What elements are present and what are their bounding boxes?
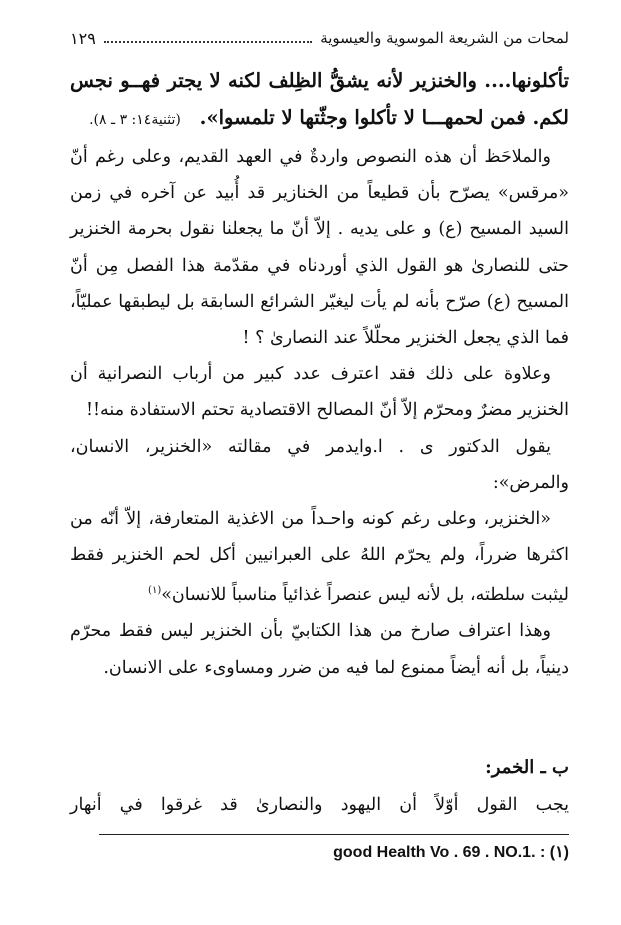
- paragraph: يقول الدكتور ى . ا.وايدمر في مقالته «الخنزير، الانسان، والمرض»:: [70, 436, 569, 493]
- section-heading: ب ـ الخمر:: [485, 757, 569, 778]
- paragraph: والملاحَظ أن هذه النصوص واردةٌ في العهد القديم، وعلى رغم أنّ «مرقس» يصرّح بأن قطيعاً من الخنازير قد أُبيد عن آخره في زمن السيد المسيح (ع) و على يديه . إلاّ أنّ ما يجعلنا نقول بحرمة الخنزير حتى للنصارىٰ هو القول الذي أوردناه في مقدّمة هذا الفصل مِن أنّ المسيح (ع) صرّح بأنه لم يأت ليغيّر الشرائع السابقة بل ليطبقها عمليّاً، فما الذي يجعل الخنزير محلّلاً عند النصارىٰ ؟ !: [70, 147, 569, 349]
- page-number: ١٢٩: [70, 28, 96, 48]
- quote-paragraph: [70, 501, 569, 613]
- dotted-leader: [104, 41, 312, 43]
- quote-text: تأكلونها.... والخنزير لأنه يشقُّ الظِلف لكنه لا يجتر فهــو نجس لكم. فمن لحمهـــا لا تأكلوا وجثّتها لا تلمسوا».: [70, 69, 569, 129]
- quote-text: «الخنزير، وعلى رغم كونه واحـداً من الاغذية المتعارفة، إلاّ أنّه من اكثرها ضرراً، ولم يحرّم اللهُ على العبرانيين أكل لحم الخنزير فقط ليثبت سلطته، بل لأنه ليس عنصراً غذائياً مناسباً للانسان»: [70, 509, 569, 606]
- paragraph: وهذا اعتراف صارخ من هذا الكتابيّ بأن الخنزير ليس فقط محرّم دينياً، بل أنه أيضاً ممنوع لما فيه من ضرر ومساوىء على الانسان.: [70, 621, 569, 678]
- body-text: [70, 62, 569, 686]
- quote-paragraph: [70, 62, 569, 139]
- page-header: [70, 26, 569, 50]
- paragraph-start: يجب القول أوّلاً أن اليهود والنصارىٰ قد غرقوا في أنهار: [70, 795, 569, 815]
- footnote: good Health Vo . 69 . NO.1. : (١): [333, 844, 569, 861]
- running-title: لمحات من الشريعة الموسوية والعيسوية: [320, 29, 569, 47]
- scripture-reference: (تثنية١٤: ٣ ـ ٨).: [89, 112, 181, 128]
- footnote-marker: (١): [148, 585, 162, 597]
- footnote-divider: [99, 834, 569, 835]
- paragraph: وعلاوة على ذلك فقد اعترف عدد كبير من أرباب النصرانية أن الخنزير مضرٌ ومحرّم إلاّ أنّ المصالح الاقتصادية تحتم الاستفادة منه!!: [70, 364, 569, 421]
